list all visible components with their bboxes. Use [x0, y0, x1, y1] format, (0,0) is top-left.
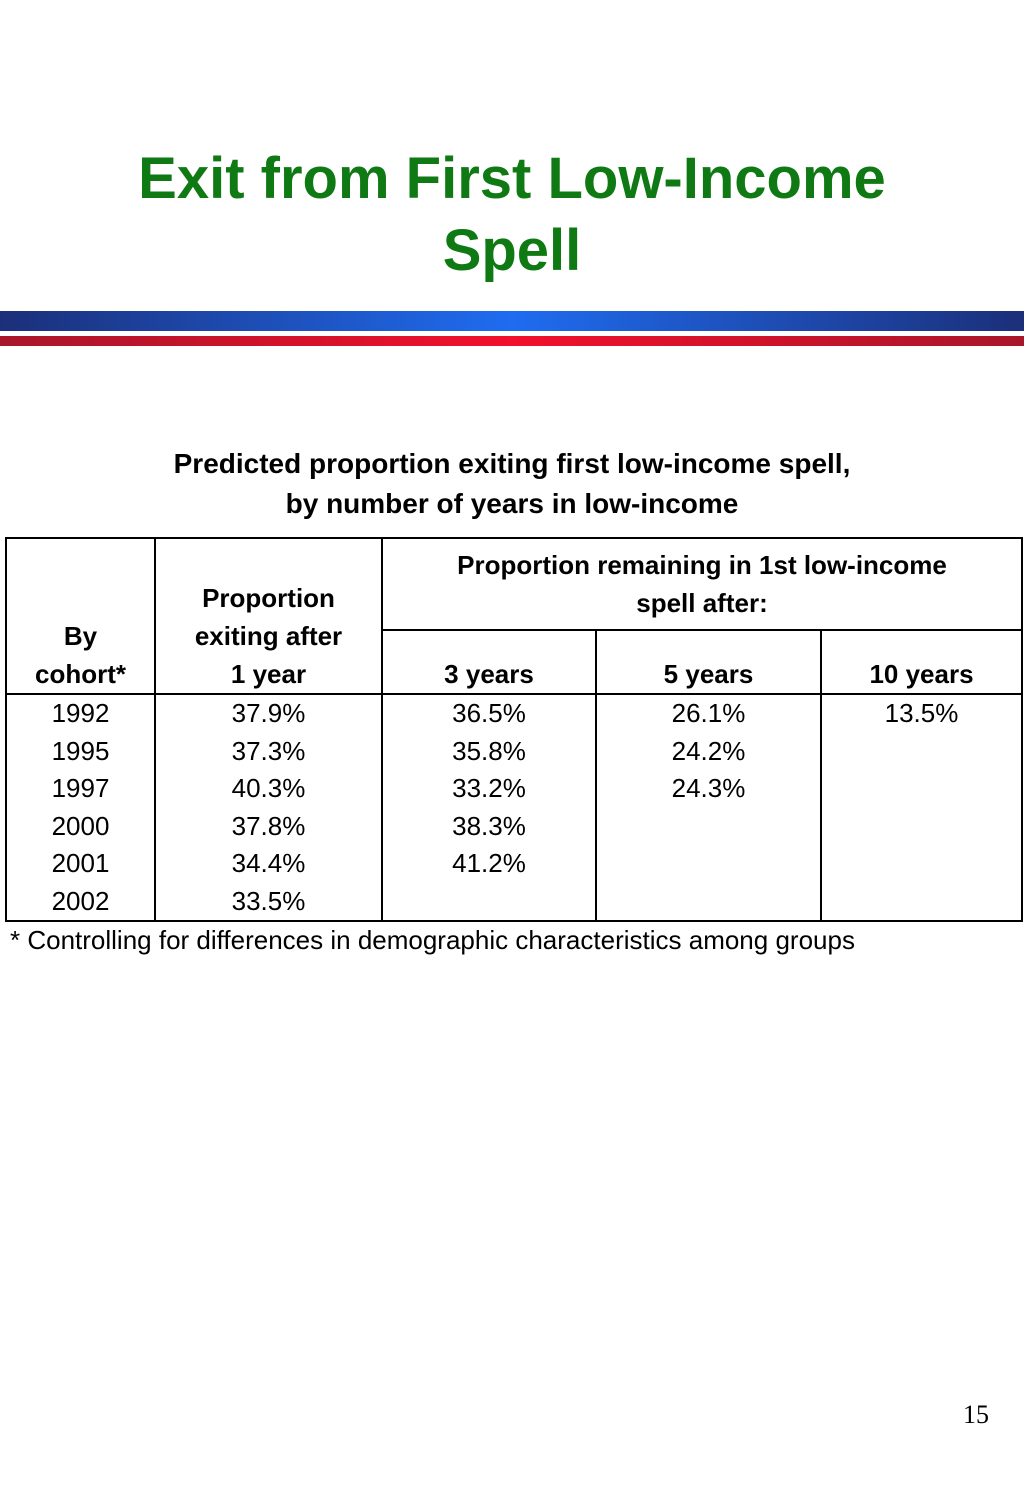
cell-exiting: 33.5%: [155, 883, 382, 922]
cell-cohort: 1997: [6, 770, 155, 808]
cell-cohort: 1992: [6, 694, 155, 733]
table-caption-line-2: by number of years in low-income: [285, 488, 739, 519]
slide-title-line-2: Spell: [442, 218, 582, 283]
header-exiting-line-1: Proportion: [202, 583, 335, 613]
header-5-years: 5 years: [596, 630, 821, 694]
header-exiting: [155, 538, 382, 694]
cell-5-years: 24.2%: [596, 733, 821, 771]
table-footnote: * Controlling for differences in demographic characteristics among groups: [10, 925, 855, 955]
red-divider-rule: [0, 336, 1024, 346]
cell-5-years: [596, 883, 821, 922]
cell-5-years: [596, 845, 821, 883]
blue-divider-rule: [0, 311, 1024, 331]
header-cohort: [6, 538, 155, 694]
table-caption-line-1: Predicted proportion exiting first low-income spell,: [173, 448, 851, 479]
header-remaining-line-2: spell after:: [636, 588, 768, 618]
cell-10-years: [821, 845, 1022, 883]
table-caption: [0, 444, 1024, 524]
slide-title: [0, 143, 1024, 287]
table-row: [6, 808, 1022, 846]
cell-10-years: [821, 808, 1022, 846]
cell-3-years: 35.8%: [382, 733, 596, 771]
cell-exiting: 37.3%: [155, 733, 382, 771]
header-10-years: 10 years: [821, 630, 1022, 694]
header-exiting-line-2: exiting after: [194, 621, 343, 651]
header-remaining-line-1: Proportion remaining in 1st low-income: [457, 550, 947, 580]
table-row: [6, 845, 1022, 883]
table-row: [6, 770, 1022, 808]
cell-3-years: 41.2%: [382, 845, 596, 883]
cell-10-years: [821, 883, 1022, 922]
slide-title-line-1: Exit from First Low-Income: [138, 146, 886, 211]
table-row: [6, 694, 1022, 733]
cell-5-years: 26.1%: [596, 694, 821, 733]
table-row: [6, 733, 1022, 771]
cell-3-years: 33.2%: [382, 770, 596, 808]
cell-exiting: 37.9%: [155, 694, 382, 733]
cell-10-years: [821, 733, 1022, 771]
cell-3-years: [382, 883, 596, 922]
cell-exiting: 37.8%: [155, 808, 382, 846]
cell-5-years: 24.3%: [596, 770, 821, 808]
cell-cohort: 2001: [6, 845, 155, 883]
cell-exiting: 40.3%: [155, 770, 382, 808]
table-row: [6, 883, 1022, 922]
cell-exiting: 34.4%: [155, 845, 382, 883]
cell-5-years: [596, 808, 821, 846]
cell-cohort: 2002: [6, 883, 155, 922]
cell-10-years: 13.5%: [821, 694, 1022, 733]
header-3-years: 3 years: [382, 630, 596, 694]
data-table: [5, 537, 1023, 922]
cell-cohort: 1995: [6, 733, 155, 771]
header-cohort-line-2: cohort*: [35, 659, 126, 689]
header-cohort-line-1: By: [63, 621, 98, 651]
header-exiting-line-3: 1 year: [230, 659, 307, 689]
page-number: 15: [963, 1400, 989, 1429]
cell-3-years: 38.3%: [382, 808, 596, 846]
cell-3-years: 36.5%: [382, 694, 596, 733]
cell-cohort: 2000: [6, 808, 155, 846]
header-remaining-group: [382, 538, 1022, 630]
cell-10-years: [821, 770, 1022, 808]
